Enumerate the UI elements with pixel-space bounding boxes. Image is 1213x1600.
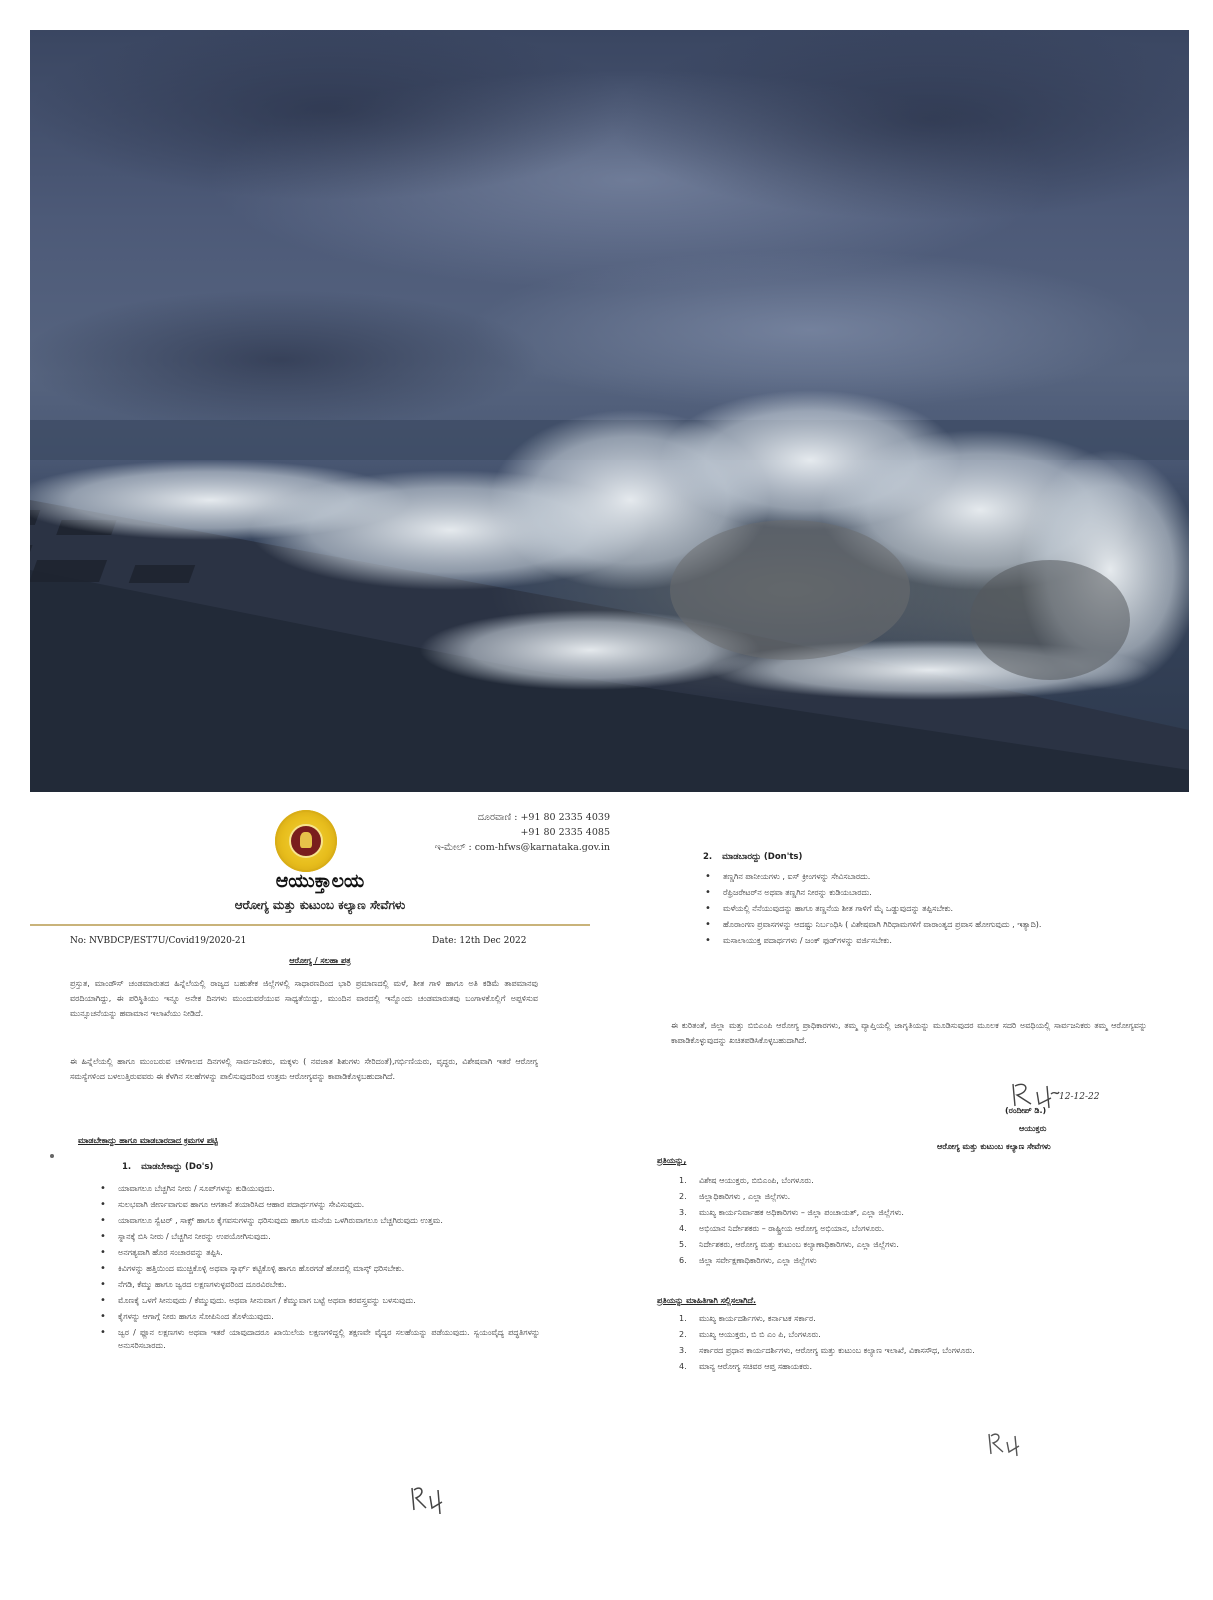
list-item: • ಯಾವಾಗಲೂ ಸ್ವೆಟರ್ , ಸಾಕ್ಸ್ ಹಾಗೂ ಕೈಗವಸುಗಳನ್ನು ಧರಿಸುವುದು ಹಾಗೂ ಮನೆಯ ಒಳಗಿರುವಾಗಲೂ ಬೆಚ್ಚಗಿರುವುದು ಉತ್ತಮ. [100,1214,540,1227]
subject-heading: ಆರೋಗ್ಯ / ಸಲಹಾ ಪತ್ರ [289,956,351,965]
phone-label: ದೂರವಾಣಿ : [477,812,518,823]
signature-date: 12-12-22 [1059,1092,1100,1102]
health-advisory-document [30,808,1189,1568]
list-item: 3. ಮುಖ್ಯ ಕಾರ್ಯನಿರ್ವಾಹಕ ಅಧಿಕಾರಿಗಳು – ಜಿಲ್ಲಾ ಪಂಚಾಯತ್, ಎಲ್ಲಾ ಜಿಲ್ಲೆಗಳು. [679,1208,904,1217]
margin-dot [50,1154,54,1158]
list-item: • ಮಸಾಲಾಯುಕ್ತ ಪದಾರ್ಥಗಳು / ಜಂಕ್ ಫುಡ್‌ಗಳನ್ನು ವರ್ಜಿಸಬೇಕು. [705,934,1145,947]
list-item: 4. ಅಭಿಯಾನ ನಿರ್ದೇಶಕರು – ರಾಷ್ಟ್ರೀಯ ಆರೋಗ್ಯ ಅಭಿಯಾನ, ಬೆಂಗಳೂರು. [679,1224,885,1233]
document-date: Date: 12th Dec 2022 [432,936,527,946]
info-to-list [675,1312,1135,1376]
email-label: ಇ-ಮೇಲ್ : [434,842,472,853]
list-item: • ತಣ್ಣಗಿನ ಪಾನೀಯಗಳು , ಐಸ್ ಕ್ರೀಂಗಳನ್ನು ಸೇವಿಸಬಾರದು. [705,870,1145,883]
copy-to-list [675,1174,1135,1270]
paragraph-2: ಈ ಹಿನ್ನೆಲೆಯಲ್ಲಿ ಹಾಗೂ ಮುಂಬರುವ ಚಳಿಗಾಲದ ದಿನಗಳಲ್ಲಿ ಸಾರ್ವಜನಿಕರು, ಮಕ್ಕಳು ( ನವಜಾತ ಶಿಶುಗಳು ಸೇರಿದಂತೆ),ಗರ್ಭಿಣಿಯರು, ವೃದ್ಧರು, ವಿಶೇಷವಾಗಿ ಇತರೆ ಆರೋಗ್ಯ ಸಮಸ್ಯೆಗಳಿಂದ ಬಳಲುತ್ತಿರುವವರು ಈ ಕೆಳಗಿನ ಸಲಹೆಗಳನ್ನು ಪಾಲಿಸುವುದರಿಂದ ಉತ್ತಮ ಆರೋಗ್ಯವನ್ನು ಕಾಪಾಡಿಕೊಳ್ಳಬಹುದಾಗಿದೆ. [70,1057,538,1081]
contact-block [430,810,610,855]
info-heading: ಪ್ರತಿಯನ್ನು ಮಾಹಿತಿಗಾಗಿ ಸಲ್ಲಿಸಲಾಗಿದೆ. [657,1296,757,1305]
email: com-hfws@karnataka.gov.in [474,842,610,853]
paragraph-1: ಪ್ರಸ್ತುತ, ಮಾಂಡೌಸ್ ಚಂಡಮಾರುತದ ಹಿನ್ನೆಲೆಯಲ್ಲಿ ರಾಜ್ಯದ ಬಹುತೇಕ ಜಿಲ್ಲೆಗಳಲ್ಲಿ ಸಾಧಾರಣದಿಂದ ಭಾರಿ ಪ್ರಮಾಣದಲ್ಲಿ ಮಳೆ, ಶೀತ ಗಾಳಿ ಹಾಗೂ ಅತಿ ಕಡಿಮೆ ತಾಪಮಾನವು ವರದಿಯಾಗಿದ್ದು, ಈ ಪರಿಸ್ಥಿತಿಯು ಇನ್ನೂ ಅನೇಕ ದಿನಗಳು ಮುಂದುವರೆಯುವ ಸಾಧ್ಯತೆಯಿದ್ದು, ಮುಂದಿನ ವಾರದಲ್ಲಿ ಇನ್ನೊಂದು ಚಂಡಮಾರುತವು ಬಂಗಾಳಕೊಲ್ಲಿಗೆ ಅಪ್ಪಳಿಸುವ ಮುನ್ಸೂಚನೆಯನ್ನು ಹವಾಮಾನ ಇಲಾಖೆಯು ನೀಡಿದೆ. [70,979,538,1018]
list-item: • ಕಿವಿಗಳನ್ನು ಹತ್ತಿಯಿಂದ ಮುಚ್ಚಿಕೊಳ್ಳಿ ಅಥವಾ ಸ್ಕಾರ್ಫ್ ಕಟ್ಟಿಕೊಳ್ಳಿ ಹಾಗೂ ಹೊರಗಡೆ ಹೋದಲ್ಲಿ ಮಾಸ್ಕ್ ಧರಿಸಬೇಕು. [100,1262,540,1275]
phone-2: +91 80 2335 4085 [520,827,610,838]
header-divider [30,924,590,926]
signatory-name: (ರಂದೀಪ್ ಡಿ.) [1005,1106,1047,1115]
stormy-sea-waves-photo [30,30,1189,792]
list-item: 2. ಜಿಲ್ಲಾಧಿಕಾರಿಗಳು , ಎಲ್ಲಾ ಜಿಲ್ಲೆಗಳು. [679,1192,791,1201]
list-item: • ಹೊರಾಂಗಣ ಪ್ರವಾಸಗಳನ್ನು ಆದಷ್ಟು ನಿರ್ಬಂಧಿಸಿ ( ವಿಶೇಷವಾಗಿ ಗಿರಿಧಾಮಗಳಿಗೆ ವಾರಾಂತ್ಯದ ಪ್ರವಾಸ ಹೋಗುವುದು , ಇತ್ಯಾದಿ). [705,918,1145,931]
karnataka-emblem-icon [275,810,337,872]
list-item: • ಕೈಗಳನ್ನು ಆಗಾಗ್ಗೆ ನೀರು ಹಾಗೂ ಸೋಪಿನಿಂದ ತೊಳೆಯುವುದು. [100,1310,540,1323]
copy-to-heading: ಪ್ರತಿಯನ್ನು, [657,1156,687,1165]
list-item: • ಅನಗತ್ಯವಾಗಿ ಹೊರ ಸಂಚಾರವನ್ನು ತಪ್ಪಿಸಿ. [100,1246,540,1259]
storm-sea-photo [30,30,1189,792]
signatory-department: ಆರೋಗ್ಯ ಮತ್ತು ಕುಟುಂಬ ಕಲ್ಯಾಣ ಸೇವೆಗಳು [937,1142,1051,1151]
phone-1: +91 80 2335 4039 [520,812,610,823]
dos-number: 1. [122,1162,132,1172]
initials-signature-left [408,1480,458,1516]
list-item: • ನೆಗಡಿ, ಕೆಮ್ಮು ಹಾಗೂ ಜ್ವರದ ಲಕ್ಷಣಗಳುಳ್ಳವರಿಂದ ದೂರವಿರಬೇಕು. [100,1278,540,1291]
list-item: 2. ಮುಖ್ಯ ಆಯುಕ್ತರು, ಬಿ ಬಿ ಎಂ ಪಿ, ಬೆಂಗಳೂರು. [679,1330,821,1339]
donts-list [705,870,1145,950]
list-item: • ಯಾವಾಗಲೂ ಬೆಚ್ಚಗಿನ ನೀರು / ಸೂಪ್‌ಗಳನ್ನು ಕುಡಿಯುವುದು. [100,1182,540,1195]
donts-heading [703,852,812,862]
list-item: 1. ವಿಶೇಷ ಆಯುಕ್ತರು, ಬಿಬಿಎಂಪಿ, ಬೆಂಗಳೂರು. [679,1176,814,1185]
list-item: 6. ಜಿಲ್ಲಾ ಸರ್ವೇಕ್ಷಣಾಧಿಕಾರಿಗಳು, ಎಲ್ಲಾ ಜಿಲ್ಲೆಗಳು [679,1256,817,1265]
list-item: • ಮೊಣಕೈ ಒಳಗೆ ಸೀನುವುದು / ಕೆಮ್ಮುವುದು. ಅಥವಾ ಸೀನುವಾಗ / ಕೆಮ್ಮುವಾಗ ಬಟ್ಟೆ ಅಥವಾ ಕರವಸ್ತ್ರವನ್ನು ಬಳಸುವುದು. [100,1294,540,1307]
list-item: • ಮಳೆಯಲ್ಲಿ ನೆನೆಯುವುದನ್ನು ಹಾಗೂ ತಣ್ಣನೆಯ ಶೀತ ಗಾಳಿಗೆ ಮೈ ಒಡ್ಡುವುದನ್ನು ತಪ್ಪಿಸಬೇಕು. [705,902,1145,915]
list-heading: ಮಾಡಬೇಕಾದ್ದು ಹಾಗೂ ಮಾಡಬಾರದಾದ ಕ್ರಮಗಳ ಪಟ್ಟಿ [78,1136,218,1145]
list-item: • ರೆಫ್ರಿಜರೇಟರ್‌ನ ಅಥವಾ ತಣ್ಣಗಿನ ನೀರನ್ನು ಕುಡಿಯಬಾರದು. [705,886,1145,899]
list-item: 4. ಮಾನ್ಯ ಆರೋಗ್ಯ ಸಚಿವರ ಆಪ್ತ ಸಹಾಯಕರು. [679,1362,813,1371]
dos-heading [122,1162,223,1172]
donts-number: 2. [703,852,713,862]
paragraph-3: ಈ ಕುರಿತಂತೆ, ಜಿಲ್ಲಾ ಮತ್ತು ಬಿಬಿಎಂಪಿ ಆರೋಗ್ಯ ಪ್ರಾಧಿಕಾರಗಳು, ತಮ್ಮ ವ್ಯಾಪ್ತಿಯಲ್ಲಿ ಜಾಗೃತಿಯನ್ನು ಮೂಡಿಸುವುದರ ಮೂಲಕ ಸದರಿ ಅವಧಿಯಲ್ಲಿ ಸಾರ್ವಜನಿಕರು ತಮ್ಮ ಆರೋಗ್ಯವನ್ನು ಕಾಪಾಡಿಕೊಳ್ಳುವುದನ್ನು ಖಚಿತಪಡಿಸಿಕೊಳ್ಳಬಹುದಾಗಿದೆ. [671,1021,1147,1045]
list-item: • ಸ್ನಾನಕ್ಕೆ ಬಿಸಿ ನೀರು / ಬೆಚ್ಚಗಿನ ನೀರನ್ನು ಉಪಯೋಗಿಸುವುದು. [100,1230,540,1243]
list-item: • ಸುಲಭವಾಗಿ ಜೀರ್ಣವಾಗುವ ಹಾಗೂ ಆಗತಾನೆ ತಯಾರಿಸಿದ ಆಹಾರ ಪದಾರ್ಥಗಳನ್ನು ಸೇವಿಸುವುದು. [100,1198,540,1211]
reference-number: No: NVBDCP/EST7U/Covid19/2020-21 [70,936,247,946]
office-title: ಆಯುಕ್ತಾಲಯ [275,870,365,892]
list-item: 5. ನಿರ್ದೇಶಕರು, ಆರೋಗ್ಯ ಮತ್ತು ಕುಟುಂಬ ಕಲ್ಯಾಣಾಧಿಕಾರಿಗಳು, ಎಲ್ಲಾ ಜಿಲ್ಲೆಗಳು. [679,1240,899,1249]
initials-signature-right [985,1428,1031,1458]
dos-title: ಮಾಡಬೇಕಾದ್ದು (Do's) [141,1162,214,1172]
list-item: 1. ಮುಖ್ಯ ಕಾರ್ಯದರ್ಶಿಗಳು, ಕರ್ನಾಟಕ ಸರ್ಕಾರ. [679,1314,816,1323]
dos-list [100,1182,540,1355]
signatory-designation: ಆಯುಕ್ತರು [1019,1124,1047,1133]
list-item: 3. ಸರ್ಕಾರದ ಪ್ರಧಾನ ಕಾರ್ಯದರ್ಶಿಗಳು, ಆರೋಗ್ಯ ಮತ್ತು ಕುಟುಂಬ ಕಲ್ಯಾಣ ಇಲಾಖೆ, ವಿಕಾಸಸೌಧ, ಬೆಂಗಳೂರು. [679,1346,975,1355]
list-item: • ಜ್ವರ / ಫ್ಲೂನ ಲಕ್ಷಣಗಳು ಅಥವಾ ಇತರೆ ಯಾವುದಾದರೂ ಖಾಯಿಲೆಯ ಲಕ್ಷಣಗಳಿದ್ದಲ್ಲಿ ತಕ್ಷಣವೇ ವೈದ್ಯರ ಸಲಹೆಯನ್ನು ಪಡೆಯುವುದು. ಸ್ವಯಂವೈದ್ಯ ಪದ್ಧತಿಗಳನ್ನು ಅನುಸರಿಸಬಾರದು. [100,1326,540,1352]
donts-title: ಮಾಡಬಾರದ್ದು (Don'ts) [722,852,803,862]
department-title: ಆರೋಗ್ಯ ಮತ್ತು ಕುಟುಂಬ ಕಲ್ಯಾಣ ಸೇವೆಗಳು [234,898,406,912]
